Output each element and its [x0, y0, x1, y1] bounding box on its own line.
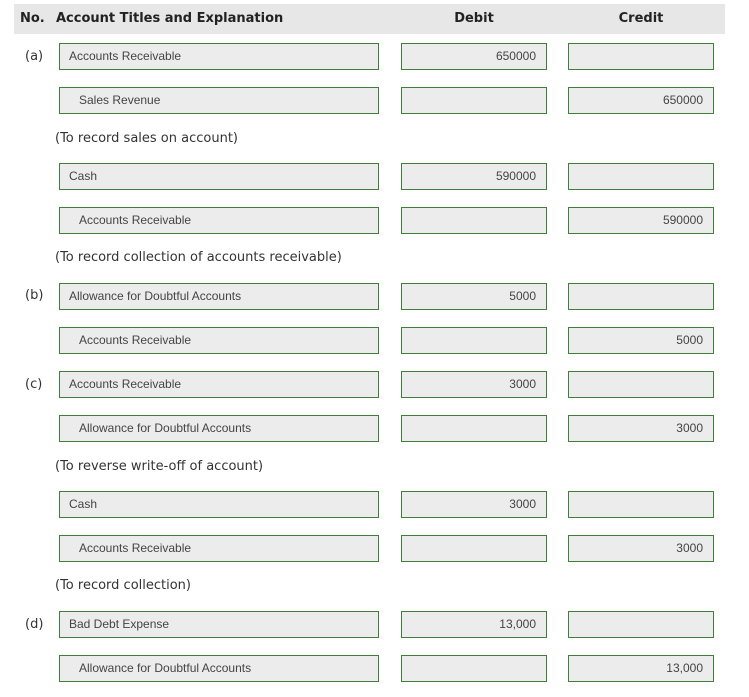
debit-amount-field[interactable]: 3000: [401, 371, 547, 398]
entry-label-c: (c): [25, 377, 43, 392]
account-title-field[interactable]: Allowance for Doubtful Accounts: [59, 283, 379, 310]
credit-amount-field[interactable]: 3000: [568, 415, 714, 442]
header-account-titles: Account Titles and Explanation: [56, 11, 284, 26]
account-title-field[interactable]: Allowance for Doubtful Accounts: [59, 415, 379, 442]
debit-amount-field[interactable]: [401, 207, 547, 234]
account-title-field[interactable]: Accounts Receivable: [59, 327, 379, 354]
header-credit: Credit: [618, 11, 664, 26]
debit-amount-field[interactable]: [401, 87, 547, 114]
credit-amount-field[interactable]: [568, 611, 714, 638]
entry-explanation: (To record collection of accounts receivable): [55, 250, 342, 265]
debit-amount-field[interactable]: [401, 655, 547, 682]
credit-amount-field[interactable]: 13,000: [568, 655, 714, 682]
credit-amount-field[interactable]: 650000: [568, 87, 714, 114]
table-header: [14, 4, 725, 34]
credit-amount-field[interactable]: 3000: [568, 535, 714, 562]
account-title-field[interactable]: Allowance for Doubtful Accounts: [59, 655, 379, 682]
credit-amount-field[interactable]: [568, 43, 714, 70]
credit-amount-field[interactable]: [568, 491, 714, 518]
account-title-field[interactable]: Cash: [59, 163, 379, 190]
debit-amount-field[interactable]: 13,000: [401, 611, 547, 638]
entry-explanation: (To record collection): [55, 578, 191, 593]
credit-amount-field[interactable]: [568, 371, 714, 398]
debit-amount-field[interactable]: [401, 327, 547, 354]
account-title-field[interactable]: Accounts Receivable: [59, 43, 379, 70]
debit-amount-field[interactable]: 3000: [401, 491, 547, 518]
account-title-field[interactable]: Sales Revenue: [59, 87, 379, 114]
entry-label-b: (b): [25, 288, 44, 303]
debit-amount-field[interactable]: [401, 415, 547, 442]
account-title-field[interactable]: Accounts Receivable: [59, 535, 379, 562]
debit-amount-field[interactable]: 5000: [401, 283, 547, 310]
credit-amount-field[interactable]: 5000: [568, 327, 714, 354]
entry-label-a: (a): [25, 49, 44, 64]
credit-amount-field[interactable]: [568, 163, 714, 190]
header-debit: Debit: [454, 11, 494, 26]
credit-amount-field[interactable]: 590000: [568, 207, 714, 234]
debit-amount-field[interactable]: 590000: [401, 163, 547, 190]
debit-amount-field[interactable]: [401, 535, 547, 562]
debit-amount-field[interactable]: 650000: [401, 43, 547, 70]
credit-amount-field[interactable]: [568, 283, 714, 310]
account-title-field[interactable]: Accounts Receivable: [59, 371, 379, 398]
account-title-field[interactable]: Bad Debt Expense: [59, 611, 379, 638]
entry-explanation: (To reverse write-off of account): [55, 459, 264, 474]
header-no: No.: [20, 11, 45, 26]
account-title-field[interactable]: Accounts Receivable: [59, 207, 379, 234]
entry-explanation: (To record sales on account): [55, 131, 238, 146]
account-title-field[interactable]: Cash: [59, 491, 379, 518]
entry-label-d: (d): [25, 617, 44, 632]
